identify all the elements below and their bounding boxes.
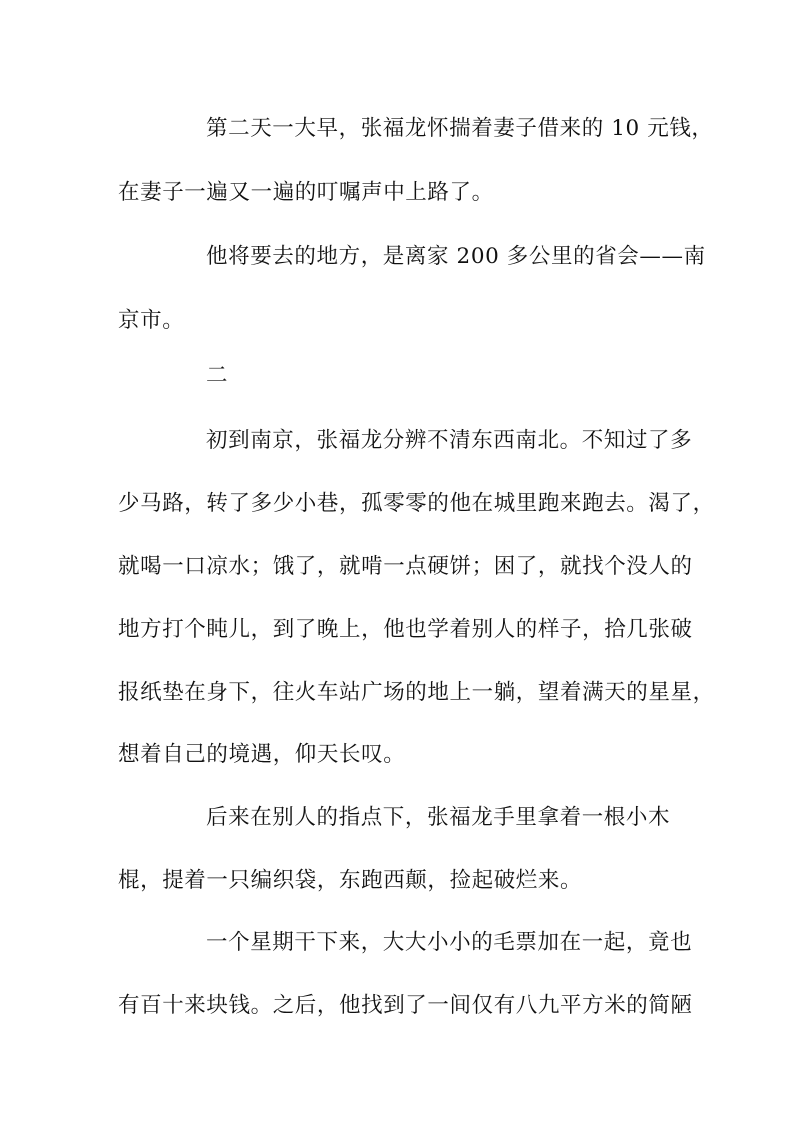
text-line: 他将要去的地方，是离家 200 多公里的省会——南 (206, 244, 706, 269)
text-line: 在妻子一遍又一遍的叮嘱声中上路了。 (118, 180, 494, 205)
text-line: 初到南京，张福龙分辨不清东西南北。不知过了多 (206, 428, 693, 453)
text-line: 有百十来块钱。之后，他找到了一间仅有八九平方米的简陋 (118, 993, 693, 1018)
section-heading: 二 (206, 363, 229, 388)
text-line: 后来在别人的指点下，张福龙手里拿着一根小木 (206, 805, 671, 830)
text-line: 报纸垫在身下，往火车站广场的地上一躺，望着满天的星星， (118, 680, 715, 705)
text-line: 一个星期干下来，大大小小的毛票加在一起，竟也 (206, 930, 693, 955)
text-line: 棍，提着一只编织袋，东跑西颠，捡起破烂来。 (118, 868, 583, 893)
text-line: 地方打个盹儿，到了晚上，他也学着别人的样子，拾几张破 (118, 617, 693, 642)
text-line: 就喝一口凉水；饿了，就啃一点硬饼；困了，就找个没人的 (118, 554, 693, 579)
text-line: 京市。 (118, 308, 185, 333)
text-line: 想着自己的境遇，仰天长叹。 (118, 742, 406, 767)
text-line: 第二天一大早，张福龙怀揣着妻子借来的 10 元钱， (206, 116, 714, 141)
text-line: 少马路，转了多少小巷，孤零零的他在城里跑来跑去。渴了， (118, 491, 715, 516)
